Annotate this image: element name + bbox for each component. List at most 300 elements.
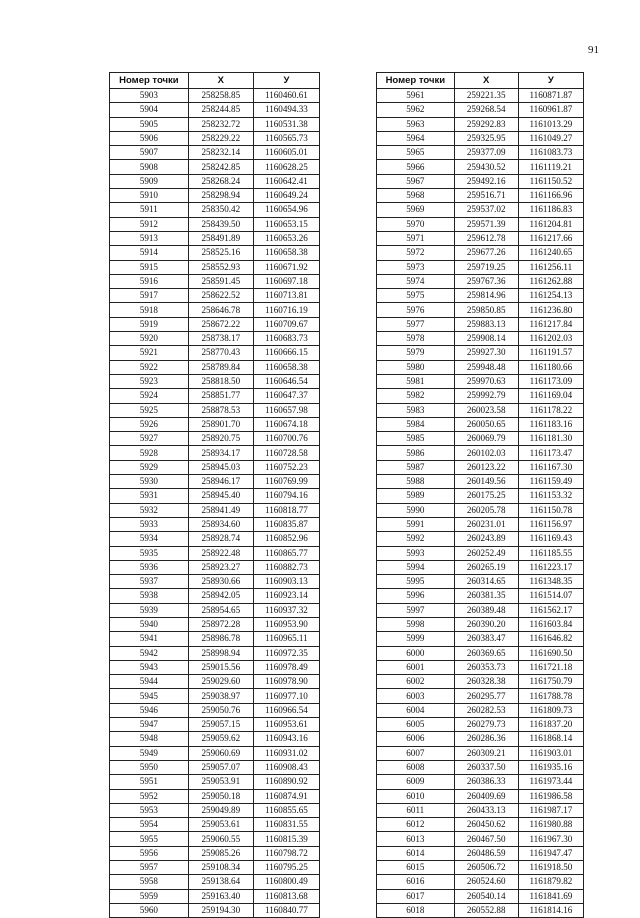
- table-row: [377, 217, 584, 231]
- x-coordinate-cell: 260279.73: [454, 718, 518, 732]
- y-coordinate-cell: 1160653.15: [253, 217, 319, 231]
- x-coordinate-cell: 260389.48: [454, 603, 518, 617]
- y-coordinate-cell: 1161788.78: [518, 689, 583, 703]
- x-coordinate-cell: 258998.94: [188, 646, 253, 660]
- y-coordinate-cell: 1161223.17: [518, 560, 583, 574]
- y-coordinate-cell: 1161721.18: [518, 660, 583, 674]
- y-coordinate-cell: 1160794.16: [253, 489, 319, 503]
- point-number-cell: 5988: [377, 475, 455, 489]
- y-coordinate-cell: 1160658.38: [253, 246, 319, 260]
- x-coordinate-cell: 258934.60: [188, 517, 253, 531]
- y-coordinate-cell: 1161986.58: [518, 789, 583, 803]
- x-coordinate-cell: 260386.33: [454, 775, 518, 789]
- point-number-cell: 5937: [110, 575, 189, 589]
- point-number-cell: 6011: [377, 803, 455, 817]
- x-coordinate-cell: 258439.50: [188, 217, 253, 231]
- y-coordinate-cell: 1161191.57: [518, 346, 583, 360]
- point-number-cell: 5977: [377, 317, 455, 331]
- x-coordinate-cell: 258552.93: [188, 260, 253, 274]
- point-number-cell: 5920: [110, 332, 189, 346]
- table-row: [377, 532, 584, 546]
- point-number-cell: 5936: [110, 560, 189, 574]
- y-coordinate-cell: 1161646.82: [518, 632, 583, 646]
- point-number-cell: 5947: [110, 718, 189, 732]
- table-row: [377, 646, 584, 660]
- table-row: [377, 360, 584, 374]
- table-row: [377, 861, 584, 875]
- x-coordinate-cell: 258525.16: [188, 246, 253, 260]
- x-coordinate-cell: 259049.89: [188, 803, 253, 817]
- y-coordinate-cell: 1161868.14: [518, 732, 583, 746]
- x-coordinate-cell: 258591.45: [188, 274, 253, 288]
- x-coordinate-cell: 260282.53: [454, 703, 518, 717]
- point-number-cell: 5938: [110, 589, 189, 603]
- table-row: [110, 560, 320, 574]
- y-coordinate-cell: 1161935.16: [518, 760, 583, 774]
- table-row: [110, 689, 320, 703]
- point-number-cell: 5964: [377, 131, 455, 145]
- table-row: [377, 603, 584, 617]
- y-coordinate-cell: 1160494.33: [253, 103, 319, 117]
- point-number-cell: 5976: [377, 303, 455, 317]
- table-row: [110, 174, 320, 188]
- table-row: [110, 646, 320, 660]
- table-row: [377, 675, 584, 689]
- x-coordinate-cell: 259325.95: [454, 131, 518, 145]
- table-row: [377, 703, 584, 717]
- x-coordinate-cell: 259163.40: [188, 889, 253, 903]
- x-coordinate-cell: 258901.70: [188, 417, 253, 431]
- x-coordinate-cell: 260540.14: [454, 889, 518, 903]
- x-coordinate-cell: 259194.30: [188, 903, 253, 917]
- y-coordinate-cell: 1161180.66: [518, 360, 583, 374]
- y-coordinate-cell: 1161254.13: [518, 289, 583, 303]
- x-coordinate-cell: 260433.13: [454, 803, 518, 817]
- point-number-cell: 6005: [377, 718, 455, 732]
- x-coordinate-cell: 258878.53: [188, 403, 253, 417]
- x-coordinate-cell: 259612.78: [454, 231, 518, 245]
- table-row: [110, 861, 320, 875]
- point-number-cell: 5978: [377, 332, 455, 346]
- page-number: 91: [588, 44, 599, 56]
- table-row: [110, 432, 320, 446]
- table-row: [110, 803, 320, 817]
- y-coordinate-cell: 1161181.30: [518, 432, 583, 446]
- x-coordinate-cell: 259292.83: [454, 117, 518, 131]
- point-number-cell: 5984: [377, 417, 455, 431]
- point-number-cell: 6002: [377, 675, 455, 689]
- x-coordinate-cell: 260467.50: [454, 832, 518, 846]
- point-number-cell: 5951: [110, 775, 189, 789]
- point-number-cell: 5923: [110, 374, 189, 388]
- table-row: [377, 760, 584, 774]
- y-coordinate-cell: 1160882.73: [253, 560, 319, 574]
- y-coordinate-cell: 1160795.25: [253, 861, 319, 875]
- x-coordinate-cell: 258350.42: [188, 203, 253, 217]
- table-row: [377, 260, 584, 274]
- x-coordinate-cell: 260328.38: [454, 675, 518, 689]
- x-coordinate-cell: 259029.60: [188, 675, 253, 689]
- x-coordinate-cell: 260383.47: [454, 632, 518, 646]
- y-coordinate-cell: 1161153.32: [518, 489, 583, 503]
- x-coordinate-cell: 259719.25: [454, 260, 518, 274]
- point-number-cell: 5965: [377, 146, 455, 160]
- x-coordinate-cell: 258491.89: [188, 231, 253, 245]
- x-coordinate-cell: 258941.49: [188, 503, 253, 517]
- column-header-point-number: Номер точки: [110, 73, 189, 89]
- point-number-cell: 5957: [110, 861, 189, 875]
- y-coordinate-cell: 1161690.50: [518, 646, 583, 660]
- x-coordinate-cell: 259516.71: [454, 189, 518, 203]
- x-coordinate-cell: 259085.26: [188, 846, 253, 860]
- point-number-cell: 5941: [110, 632, 189, 646]
- x-coordinate-cell: 258972.28: [188, 617, 253, 631]
- y-coordinate-cell: 1160460.61: [253, 89, 319, 103]
- x-coordinate-cell: 258770.43: [188, 346, 253, 360]
- point-number-cell: 5995: [377, 575, 455, 589]
- table-row: [377, 832, 584, 846]
- table-row: [377, 389, 584, 403]
- point-number-cell: 5954: [110, 818, 189, 832]
- y-coordinate-cell: 1160666.15: [253, 346, 319, 360]
- point-number-cell: 5985: [377, 432, 455, 446]
- y-coordinate-cell: 1160874.91: [253, 789, 319, 803]
- table-row: [377, 818, 584, 832]
- point-number-cell: 5907: [110, 146, 189, 160]
- point-number-cell: 5925: [110, 403, 189, 417]
- table-row: [377, 89, 584, 103]
- x-coordinate-cell: 260524.60: [454, 875, 518, 889]
- table-row: [110, 846, 320, 860]
- point-number-cell: 5993: [377, 546, 455, 560]
- point-number-cell: 5986: [377, 446, 455, 460]
- point-number-cell: 5942: [110, 646, 189, 660]
- table-row: [377, 203, 584, 217]
- x-coordinate-cell: 260450.62: [454, 818, 518, 832]
- x-coordinate-cell: 258851.77: [188, 389, 253, 403]
- table-row: [110, 603, 320, 617]
- y-coordinate-cell: 1160565.73: [253, 131, 319, 145]
- point-number-cell: 5952: [110, 789, 189, 803]
- y-coordinate-cell: 1161186.83: [518, 203, 583, 217]
- point-number-cell: 5909: [110, 174, 189, 188]
- x-coordinate-cell: 258818.50: [188, 374, 253, 388]
- table-row: [110, 260, 320, 274]
- table-row: [377, 475, 584, 489]
- y-coordinate-cell: 1161217.84: [518, 317, 583, 331]
- point-number-cell: 5974: [377, 274, 455, 288]
- table-row: [110, 160, 320, 174]
- y-coordinate-cell: 1160831.55: [253, 818, 319, 832]
- table-row: [110, 546, 320, 560]
- y-coordinate-cell: 1160700.76: [253, 432, 319, 446]
- point-number-cell: 5919: [110, 317, 189, 331]
- point-number-cell: 5953: [110, 803, 189, 817]
- y-coordinate-cell: 1160966.54: [253, 703, 319, 717]
- table-row: [110, 617, 320, 631]
- table-row: [110, 131, 320, 145]
- point-number-cell: 5929: [110, 460, 189, 474]
- table-row: [377, 589, 584, 603]
- point-number-cell: 5913: [110, 231, 189, 245]
- y-coordinate-cell: 1161514.07: [518, 589, 583, 603]
- point-number-cell: 5958: [110, 875, 189, 889]
- point-number-cell: 5931: [110, 489, 189, 503]
- point-number-cell: 6018: [377, 903, 455, 917]
- point-number-cell: 6015: [377, 861, 455, 875]
- table-row: [377, 489, 584, 503]
- table-row: [110, 832, 320, 846]
- x-coordinate-cell: 260205.78: [454, 503, 518, 517]
- table-row: [110, 732, 320, 746]
- point-number-cell: 5939: [110, 603, 189, 617]
- table-row: [110, 517, 320, 531]
- table-row: [377, 189, 584, 203]
- y-coordinate-cell: 1161947.47: [518, 846, 583, 860]
- x-coordinate-cell: 258946.17: [188, 475, 253, 489]
- y-coordinate-cell: 1160642.41: [253, 174, 319, 188]
- point-number-cell: 5982: [377, 389, 455, 403]
- table-row: [110, 475, 320, 489]
- y-coordinate-cell: 1160728.58: [253, 446, 319, 460]
- x-coordinate-cell: 258232.14: [188, 146, 253, 160]
- point-number-cell: 6003: [377, 689, 455, 703]
- table-row: [110, 89, 320, 103]
- table-row: [377, 632, 584, 646]
- y-coordinate-cell: 1160972.35: [253, 646, 319, 660]
- x-coordinate-cell: 260337.50: [454, 760, 518, 774]
- point-number-cell: 6004: [377, 703, 455, 717]
- point-number-cell: 5961: [377, 89, 455, 103]
- y-coordinate-cell: 1160840.77: [253, 903, 319, 917]
- point-number-cell: 6014: [377, 846, 455, 860]
- x-coordinate-cell: 260486.59: [454, 846, 518, 860]
- coordinates-table-left: [109, 72, 320, 918]
- table-row: [377, 889, 584, 903]
- y-coordinate-cell: 1160978.90: [253, 675, 319, 689]
- table-row: [377, 875, 584, 889]
- point-number-cell: 5960: [110, 903, 189, 917]
- table-row: [110, 231, 320, 245]
- point-number-cell: 5943: [110, 660, 189, 674]
- y-coordinate-cell: 1160628.25: [253, 160, 319, 174]
- table-row: [110, 532, 320, 546]
- x-coordinate-cell: 259677.26: [454, 246, 518, 260]
- x-coordinate-cell: 260265.19: [454, 560, 518, 574]
- y-coordinate-cell: 1160953.90: [253, 617, 319, 631]
- x-coordinate-cell: 258738.17: [188, 332, 253, 346]
- y-coordinate-cell: 1161240.65: [518, 246, 583, 260]
- table-row: [110, 875, 320, 889]
- point-number-cell: 5921: [110, 346, 189, 360]
- x-coordinate-cell: 260353.73: [454, 660, 518, 674]
- table-row: [377, 560, 584, 574]
- point-number-cell: 5962: [377, 103, 455, 117]
- x-coordinate-cell: 260390.20: [454, 617, 518, 631]
- y-coordinate-cell: 1160647.37: [253, 389, 319, 403]
- x-coordinate-cell: 258268.24: [188, 174, 253, 188]
- table-row: [377, 274, 584, 288]
- y-coordinate-cell: 1160649.24: [253, 189, 319, 203]
- x-coordinate-cell: 260295.77: [454, 689, 518, 703]
- point-number-cell: 5966: [377, 160, 455, 174]
- x-coordinate-cell: 258945.03: [188, 460, 253, 474]
- table-row: [110, 217, 320, 231]
- x-coordinate-cell: 260149.56: [454, 475, 518, 489]
- table-row: [110, 417, 320, 431]
- x-coordinate-cell: 259057.07: [188, 760, 253, 774]
- point-number-cell: 5917: [110, 289, 189, 303]
- x-coordinate-cell: 259050.18: [188, 789, 253, 803]
- x-coordinate-cell: 259059.62: [188, 732, 253, 746]
- y-coordinate-cell: 1161980.88: [518, 818, 583, 832]
- x-coordinate-cell: 260409.69: [454, 789, 518, 803]
- x-coordinate-cell: 260381.35: [454, 589, 518, 603]
- point-number-cell: 5926: [110, 417, 189, 431]
- y-coordinate-cell: 1161236.80: [518, 303, 583, 317]
- table-row: [110, 760, 320, 774]
- point-number-cell: 5930: [110, 475, 189, 489]
- point-number-cell: 5905: [110, 117, 189, 131]
- table-row: [377, 660, 584, 674]
- y-coordinate-cell: 1160709.67: [253, 317, 319, 331]
- y-coordinate-cell: 1160752.23: [253, 460, 319, 474]
- x-coordinate-cell: 260231.01: [454, 517, 518, 531]
- point-number-cell: 6016: [377, 875, 455, 889]
- x-coordinate-cell: 259992.79: [454, 389, 518, 403]
- point-number-cell: 5911: [110, 203, 189, 217]
- point-number-cell: 5933: [110, 517, 189, 531]
- y-coordinate-cell: 1160903.13: [253, 575, 319, 589]
- point-number-cell: 5969: [377, 203, 455, 217]
- point-number-cell: 5908: [110, 160, 189, 174]
- point-number-cell: 5972: [377, 246, 455, 260]
- point-number-cell: 5945: [110, 689, 189, 703]
- column-header-x: X: [454, 73, 518, 89]
- table-row: [377, 174, 584, 188]
- point-number-cell: 5916: [110, 274, 189, 288]
- point-number-cell: 5955: [110, 832, 189, 846]
- y-coordinate-cell: 1160815.39: [253, 832, 319, 846]
- y-coordinate-cell: 1161049.27: [518, 131, 583, 145]
- y-coordinate-cell: 1161967.30: [518, 832, 583, 846]
- x-coordinate-cell: 259970.63: [454, 374, 518, 388]
- table-row: [377, 231, 584, 245]
- point-number-cell: 5992: [377, 532, 455, 546]
- table-row: [377, 803, 584, 817]
- point-number-cell: 5932: [110, 503, 189, 517]
- table-row: [377, 846, 584, 860]
- y-coordinate-cell: 1161879.82: [518, 875, 583, 889]
- point-number-cell: 5934: [110, 532, 189, 546]
- table-row: [377, 332, 584, 346]
- table-row: [377, 432, 584, 446]
- point-number-cell: 6008: [377, 760, 455, 774]
- x-coordinate-cell: 259948.48: [454, 360, 518, 374]
- y-coordinate-cell: 1161987.17: [518, 803, 583, 817]
- table-row: [377, 289, 584, 303]
- point-number-cell: 5987: [377, 460, 455, 474]
- y-coordinate-cell: 1160671.92: [253, 260, 319, 274]
- table-row: [110, 189, 320, 203]
- y-coordinate-cell: 1160977.10: [253, 689, 319, 703]
- y-coordinate-cell: 1160531.38: [253, 117, 319, 131]
- x-coordinate-cell: 259060.69: [188, 746, 253, 760]
- y-coordinate-cell: 1161169.04: [518, 389, 583, 403]
- x-coordinate-cell: 260309.21: [454, 746, 518, 760]
- point-number-cell: 5922: [110, 360, 189, 374]
- y-coordinate-cell: 1160961.87: [518, 103, 583, 117]
- y-coordinate-cell: 1160953.61: [253, 718, 319, 732]
- point-number-cell: 6007: [377, 746, 455, 760]
- y-coordinate-cell: 1161167.30: [518, 460, 583, 474]
- table-row: [110, 503, 320, 517]
- y-coordinate-cell: 1160813.68: [253, 889, 319, 903]
- x-coordinate-cell: 259430.52: [454, 160, 518, 174]
- point-number-cell: 5903: [110, 89, 189, 103]
- coordinates-table-right: [376, 72, 584, 918]
- table-row: [110, 274, 320, 288]
- y-coordinate-cell: 1161183.16: [518, 417, 583, 431]
- table-row: [377, 246, 584, 260]
- table-row: [110, 818, 320, 832]
- table-row: [377, 417, 584, 431]
- x-coordinate-cell: 260102.03: [454, 446, 518, 460]
- table-row: [377, 317, 584, 331]
- y-coordinate-cell: 1161262.88: [518, 274, 583, 288]
- x-coordinate-cell: 260252.49: [454, 546, 518, 560]
- table-row: [377, 446, 584, 460]
- point-number-cell: 5948: [110, 732, 189, 746]
- table-row: [377, 746, 584, 760]
- x-coordinate-cell: 260023.58: [454, 403, 518, 417]
- y-coordinate-cell: 1161150.52: [518, 174, 583, 188]
- point-number-cell: 5940: [110, 617, 189, 631]
- x-coordinate-cell: 258258.85: [188, 89, 253, 103]
- table-row: [110, 889, 320, 903]
- y-coordinate-cell: 1161841.69: [518, 889, 583, 903]
- table-row: [377, 103, 584, 117]
- x-coordinate-cell: 259268.54: [454, 103, 518, 117]
- y-coordinate-cell: 1161809.73: [518, 703, 583, 717]
- point-number-cell: 5975: [377, 289, 455, 303]
- x-coordinate-cell: 258672.22: [188, 317, 253, 331]
- x-coordinate-cell: 260175.25: [454, 489, 518, 503]
- point-number-cell: 6012: [377, 818, 455, 832]
- y-coordinate-cell: 1161173.47: [518, 446, 583, 460]
- table-row: [110, 117, 320, 131]
- table-row: [377, 718, 584, 732]
- y-coordinate-cell: 1161013.29: [518, 117, 583, 131]
- point-number-cell: 6017: [377, 889, 455, 903]
- x-coordinate-cell: 259015.56: [188, 660, 253, 674]
- table-row: [377, 403, 584, 417]
- x-coordinate-cell: 258646.78: [188, 303, 253, 317]
- x-coordinate-cell: 260069.79: [454, 432, 518, 446]
- y-coordinate-cell: 1160798.72: [253, 846, 319, 860]
- y-coordinate-cell: 1160818.77: [253, 503, 319, 517]
- point-number-cell: 5990: [377, 503, 455, 517]
- y-coordinate-cell: 1160835.87: [253, 517, 319, 531]
- table-header-row: [110, 73, 320, 89]
- point-number-cell: 6000: [377, 646, 455, 660]
- x-coordinate-cell: 259138.64: [188, 875, 253, 889]
- x-coordinate-cell: 259060.55: [188, 832, 253, 846]
- point-number-cell: 5989: [377, 489, 455, 503]
- y-coordinate-cell: 1161562.17: [518, 603, 583, 617]
- y-coordinate-cell: 1161185.55: [518, 546, 583, 560]
- y-coordinate-cell: 1161173.09: [518, 374, 583, 388]
